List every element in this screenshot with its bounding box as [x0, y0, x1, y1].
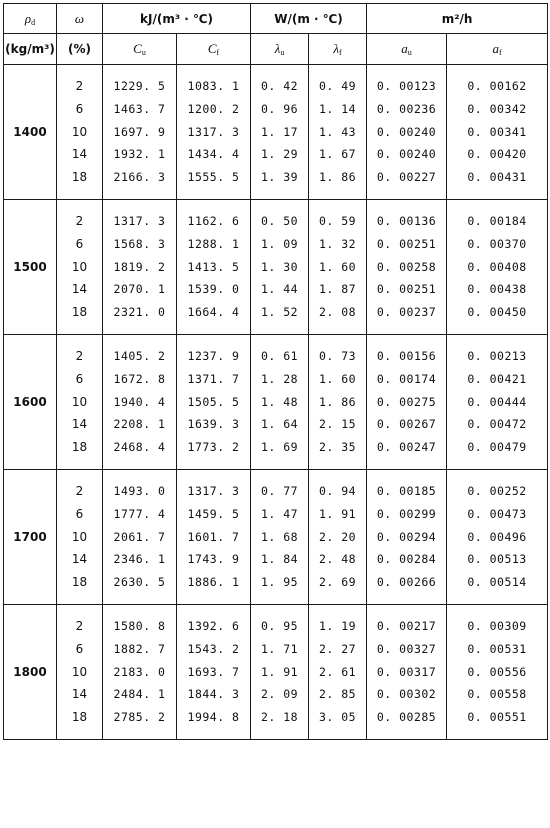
- moisture-value: 10: [71, 259, 88, 274]
- cu-value: 2061. 7: [113, 529, 166, 544]
- cf-value: 1539. 0: [187, 282, 240, 297]
- lambda-u-value: 1. 30: [260, 259, 299, 274]
- moisture-value: 10: [71, 124, 88, 139]
- af-value: 0. 00408: [467, 259, 527, 274]
- moisture-value: 6: [75, 236, 84, 251]
- lambda-u-value: 1. 48: [260, 394, 299, 409]
- moisture-cell: [57, 604, 103, 739]
- dry-density-cell: 1500: [4, 199, 57, 334]
- lambda-f-value: 0. 59: [318, 213, 357, 228]
- heat-capacity-unit-header: kJ/(m³ · ℃): [103, 4, 251, 34]
- cf-value: 1413. 5: [187, 259, 240, 274]
- lambda-u-value: 2. 09: [260, 687, 299, 702]
- au-value: 0. 00258: [376, 259, 437, 274]
- au-cell: [367, 334, 447, 469]
- au-value: 0. 00251: [376, 282, 437, 297]
- au-value: 0. 00240: [376, 124, 437, 139]
- moisture-value: 14: [71, 687, 88, 702]
- au-value: 0. 00227: [376, 170, 437, 185]
- lambda-f-value: 0. 94: [318, 483, 357, 498]
- af-value: 0. 00472: [467, 417, 527, 432]
- lambda-u-value: 1. 28: [260, 371, 299, 386]
- af-value: 0. 00531: [467, 641, 527, 656]
- cf-value: 1886. 1: [187, 575, 240, 590]
- moisture-cell: [57, 334, 103, 469]
- moisture-value: 2: [75, 618, 84, 633]
- af-value: 0. 00513: [467, 552, 527, 567]
- lambda-u-value: 1. 71: [260, 641, 299, 656]
- moisture-value: 10: [71, 529, 88, 544]
- au-value: 0. 00185: [376, 483, 437, 498]
- af-value: 0. 00551: [467, 710, 527, 725]
- lambda-u-cell: [251, 469, 309, 604]
- moisture-value: 10: [71, 664, 88, 679]
- header-row-units: [4, 4, 548, 34]
- af-value: 0. 00252: [467, 483, 527, 498]
- af-cell: [447, 334, 548, 469]
- lambda-f-value: 1. 19: [318, 618, 357, 633]
- au-cell: [367, 65, 447, 200]
- cf-cell: [177, 604, 251, 739]
- au-value: 0. 00240: [376, 147, 437, 162]
- cf-value: 1371. 7: [187, 371, 240, 386]
- lambda-u-value: 1. 39: [260, 170, 299, 185]
- cf-value: 1773. 2: [187, 440, 240, 455]
- cf-value: 1237. 9: [187, 348, 240, 363]
- lambda-u-value: 0. 77: [260, 483, 299, 498]
- lambda-f-value: 1. 14: [318, 101, 357, 116]
- moisture-header-symbol: ω: [57, 4, 103, 34]
- au-cell: [367, 199, 447, 334]
- table-row: [4, 199, 548, 334]
- au-value: 0. 00299: [376, 506, 437, 521]
- cu-value: 1568. 3: [113, 236, 166, 251]
- cf-value: 1664. 4: [187, 305, 240, 320]
- moisture-value: 2: [75, 213, 84, 228]
- cf-value: 1601. 7: [187, 529, 240, 544]
- cu-value: 1882. 7: [113, 641, 166, 656]
- cu-value: 1493. 0: [113, 483, 166, 498]
- table-row: [4, 334, 548, 469]
- au-value: 0. 00237: [376, 305, 437, 320]
- header-row-symbols: [4, 34, 548, 65]
- moisture-value: 14: [71, 147, 88, 162]
- dry-density-unit-header: (kg/m³): [4, 34, 57, 65]
- lambda-f-value: 1. 60: [318, 259, 357, 274]
- moisture-cell: [57, 199, 103, 334]
- lambda-f-value: 2. 61: [318, 664, 357, 679]
- lambda-u-value: 1. 91: [260, 664, 299, 679]
- cf-value: 1543. 2: [187, 641, 240, 656]
- cf-cell: [177, 334, 251, 469]
- cf-value: 1693. 7: [187, 664, 240, 679]
- cu-value: 1405. 2: [113, 348, 166, 363]
- cu-cell: [103, 199, 177, 334]
- lambda-f-value: 0. 73: [318, 348, 357, 363]
- cu-value: 1697. 9: [113, 124, 166, 139]
- lambda-f-header: $\lambda_f$: [309, 34, 367, 65]
- dry-density-header-symbol: $\rho_d$: [4, 4, 57, 34]
- cf-header: $C_f$: [177, 34, 251, 65]
- af-value: 0. 00213: [467, 348, 527, 363]
- au-value: 0. 00251: [376, 236, 437, 251]
- cu-value: 1932. 1: [113, 147, 166, 162]
- lambda-u-value: 1. 09: [260, 236, 299, 251]
- lambda-f-cell: [309, 469, 367, 604]
- table-row: [4, 65, 548, 200]
- af-value: 0. 00479: [467, 440, 527, 455]
- au-value: 0. 00217: [376, 618, 437, 633]
- cu-value: 2484. 1: [113, 687, 166, 702]
- moisture-value: 18: [71, 710, 88, 725]
- au-value: 0. 00294: [376, 529, 437, 544]
- cu-value: 2166. 3: [113, 170, 166, 185]
- cf-cell: [177, 65, 251, 200]
- cu-value: 1672. 8: [113, 371, 166, 386]
- cf-value: 1288. 1: [187, 236, 240, 251]
- cf-cell: [177, 199, 251, 334]
- lambda-u-value: 1. 47: [260, 506, 299, 521]
- moisture-cell: [57, 65, 103, 200]
- lambda-u-value: 1. 95: [260, 575, 299, 590]
- lambda-u-value: 0. 95: [260, 618, 299, 633]
- lambda-f-value: 1. 67: [318, 147, 357, 162]
- cf-value: 1392. 6: [187, 618, 240, 633]
- au-header: $a_u$: [367, 34, 447, 65]
- conductivity-unit-header: W/(m · ℃): [251, 4, 367, 34]
- af-value: 0. 00162: [467, 79, 527, 93]
- au-value: 0. 00275: [376, 394, 437, 409]
- lambda-f-value: 1. 60: [318, 371, 357, 386]
- af-value: 0. 00431: [467, 170, 527, 185]
- moisture-value: 6: [75, 506, 84, 521]
- lambda-u-value: 1. 17: [260, 124, 299, 139]
- af-value: 0. 00421: [467, 371, 527, 386]
- cf-value: 1317. 3: [187, 483, 240, 498]
- lambda-u-value: 1. 44: [260, 282, 299, 297]
- lambda-u-value: 1. 64: [260, 417, 299, 432]
- cu-value: 1463. 7: [113, 101, 166, 116]
- lambda-u-header: $\lambda_u$: [251, 34, 309, 65]
- au-value: 0. 00284: [376, 552, 437, 567]
- au-value: 0. 00123: [376, 79, 437, 93]
- af-cell: [447, 604, 548, 739]
- af-cell: [447, 469, 548, 604]
- lambda-u-value: 2. 18: [260, 710, 299, 725]
- cf-cell: [177, 469, 251, 604]
- af-value: 0. 00341: [467, 124, 527, 139]
- lambda-u-cell: [251, 199, 309, 334]
- au-value: 0. 00267: [376, 417, 437, 432]
- lambda-u-cell: [251, 65, 309, 200]
- lambda-f-value: 1. 86: [318, 394, 357, 409]
- cu-value: 1229. 5: [113, 79, 166, 93]
- cf-value: 1505. 5: [187, 394, 240, 409]
- lambda-f-value: 1. 32: [318, 236, 357, 251]
- cf-value: 1083. 1: [187, 79, 240, 93]
- af-value: 0. 00438: [467, 282, 527, 297]
- cu-value: 2630. 5: [113, 575, 166, 590]
- cf-value: 1743. 9: [187, 552, 240, 567]
- lambda-u-value: 0. 42: [260, 79, 299, 93]
- diffusivity-unit-header: m²/h: [367, 4, 548, 34]
- af-value: 0. 00473: [467, 506, 527, 521]
- lambda-f-value: 1. 87: [318, 282, 357, 297]
- af-value: 0. 00420: [467, 147, 527, 162]
- lambda-u-value: 0. 61: [260, 348, 299, 363]
- moisture-value: 6: [75, 101, 84, 116]
- lambda-f-cell: [309, 65, 367, 200]
- lambda-u-value: 1. 52: [260, 305, 299, 320]
- lambda-u-cell: [251, 604, 309, 739]
- cf-value: 1162. 6: [187, 213, 240, 228]
- moisture-value: 6: [75, 371, 84, 386]
- au-value: 0. 00247: [376, 440, 437, 455]
- table-row: [4, 604, 548, 739]
- lambda-f-cell: [309, 334, 367, 469]
- moisture-value: 18: [71, 305, 88, 320]
- lambda-f-cell: [309, 604, 367, 739]
- lambda-f-value: 2. 35: [318, 440, 357, 455]
- af-value: 0. 00450: [467, 305, 527, 320]
- cf-value: 1459. 5: [187, 506, 240, 521]
- cf-value: 1317. 3: [187, 124, 240, 139]
- lambda-u-cell: [251, 334, 309, 469]
- cu-value: 2070. 1: [113, 282, 166, 297]
- moisture-value: 10: [71, 394, 88, 409]
- lambda-f-value: 2. 69: [318, 575, 357, 590]
- af-header: $a_f$: [447, 34, 548, 65]
- dry-density-cell: 1700: [4, 469, 57, 604]
- af-value: 0. 00184: [467, 213, 527, 228]
- moisture-value: 6: [75, 641, 84, 656]
- au-value: 0. 00136: [376, 213, 437, 228]
- cu-value: 1819. 2: [113, 259, 166, 274]
- cu-cell: [103, 469, 177, 604]
- moisture-unit-header: (%): [57, 34, 103, 65]
- au-value: 0. 00317: [376, 664, 437, 679]
- lambda-f-value: 2. 08: [318, 305, 357, 320]
- af-value: 0. 00444: [467, 394, 527, 409]
- lambda-u-value: 1. 84: [260, 552, 299, 567]
- dry-density-cell: 1400: [4, 65, 57, 200]
- lambda-u-value: 1. 69: [260, 440, 299, 455]
- moisture-value: 18: [71, 440, 88, 455]
- cf-value: 1639. 3: [187, 417, 240, 432]
- af-value: 0. 00342: [467, 101, 527, 116]
- lambda-f-cell: [309, 199, 367, 334]
- au-value: 0. 00236: [376, 101, 437, 116]
- au-cell: [367, 604, 447, 739]
- lambda-u-value: 0. 96: [260, 101, 299, 116]
- cu-header: $C_u$: [103, 34, 177, 65]
- moisture-value: 18: [71, 170, 88, 185]
- cu-value: 1777. 4: [113, 506, 166, 521]
- cu-cell: [103, 604, 177, 739]
- lambda-f-value: 2. 48: [318, 552, 357, 567]
- lambda-u-value: 1. 29: [260, 147, 299, 162]
- cu-value: 2468. 4: [113, 440, 166, 455]
- lambda-f-value: 2. 27: [318, 641, 357, 656]
- moisture-value: 14: [71, 282, 88, 297]
- cu-value: 2321. 0: [113, 305, 166, 320]
- af-value: 0. 00370: [467, 236, 527, 251]
- moisture-value: 2: [75, 79, 84, 93]
- moisture-value: 14: [71, 552, 88, 567]
- af-cell: [447, 199, 548, 334]
- cf-value: 1994. 8: [187, 710, 240, 725]
- lambda-f-value: 1. 91: [318, 506, 357, 521]
- af-value: 0. 00309: [467, 618, 527, 633]
- cu-value: 1580. 8: [113, 618, 166, 633]
- au-value: 0. 00266: [376, 575, 437, 590]
- cf-value: 1844. 3: [187, 687, 240, 702]
- moisture-value: 18: [71, 575, 88, 590]
- af-value: 0. 00496: [467, 529, 527, 544]
- moisture-value: 2: [75, 348, 84, 363]
- moisture-cell: [57, 469, 103, 604]
- au-value: 0. 00302: [376, 687, 437, 702]
- lambda-f-value: 2. 20: [318, 529, 357, 544]
- cf-value: 1434. 4: [187, 147, 240, 162]
- moisture-value: 14: [71, 417, 88, 432]
- cu-cell: [103, 65, 177, 200]
- cu-cell: [103, 334, 177, 469]
- dry-density-cell: 1600: [4, 334, 57, 469]
- lambda-u-value: 1. 68: [260, 529, 299, 544]
- table-row: [4, 469, 548, 604]
- af-cell: [447, 65, 548, 200]
- cf-value: 1555. 5: [187, 170, 240, 185]
- thermal-properties-table: [3, 3, 548, 740]
- cu-value: 2183. 0: [113, 664, 166, 679]
- lambda-f-value: 3. 05: [318, 710, 357, 725]
- lambda-f-value: 0. 49: [318, 79, 357, 93]
- lambda-f-value: 1. 43: [318, 124, 357, 139]
- cu-value: 2785. 2: [113, 710, 166, 725]
- moisture-value: 2: [75, 483, 84, 498]
- au-cell: [367, 469, 447, 604]
- cf-value: 1200. 2: [187, 101, 240, 116]
- lambda-u-value: 0. 50: [260, 213, 299, 228]
- af-value: 0. 00556: [467, 664, 527, 679]
- au-value: 0. 00327: [376, 641, 437, 656]
- cu-value: 2346. 1: [113, 552, 166, 567]
- lambda-f-value: 1. 86: [318, 170, 357, 185]
- lambda-f-value: 2. 85: [318, 687, 357, 702]
- au-value: 0. 00285: [376, 710, 437, 725]
- cu-value: 1317. 3: [113, 213, 166, 228]
- lambda-f-value: 2. 15: [318, 417, 357, 432]
- af-value: 0. 00514: [467, 575, 527, 590]
- au-value: 0. 00156: [376, 348, 437, 363]
- dry-density-cell: 1800: [4, 604, 57, 739]
- cu-value: 1940. 4: [113, 394, 166, 409]
- af-value: 0. 00558: [467, 687, 527, 702]
- cu-value: 2208. 1: [113, 417, 166, 432]
- au-value: 0. 00174: [376, 371, 437, 386]
